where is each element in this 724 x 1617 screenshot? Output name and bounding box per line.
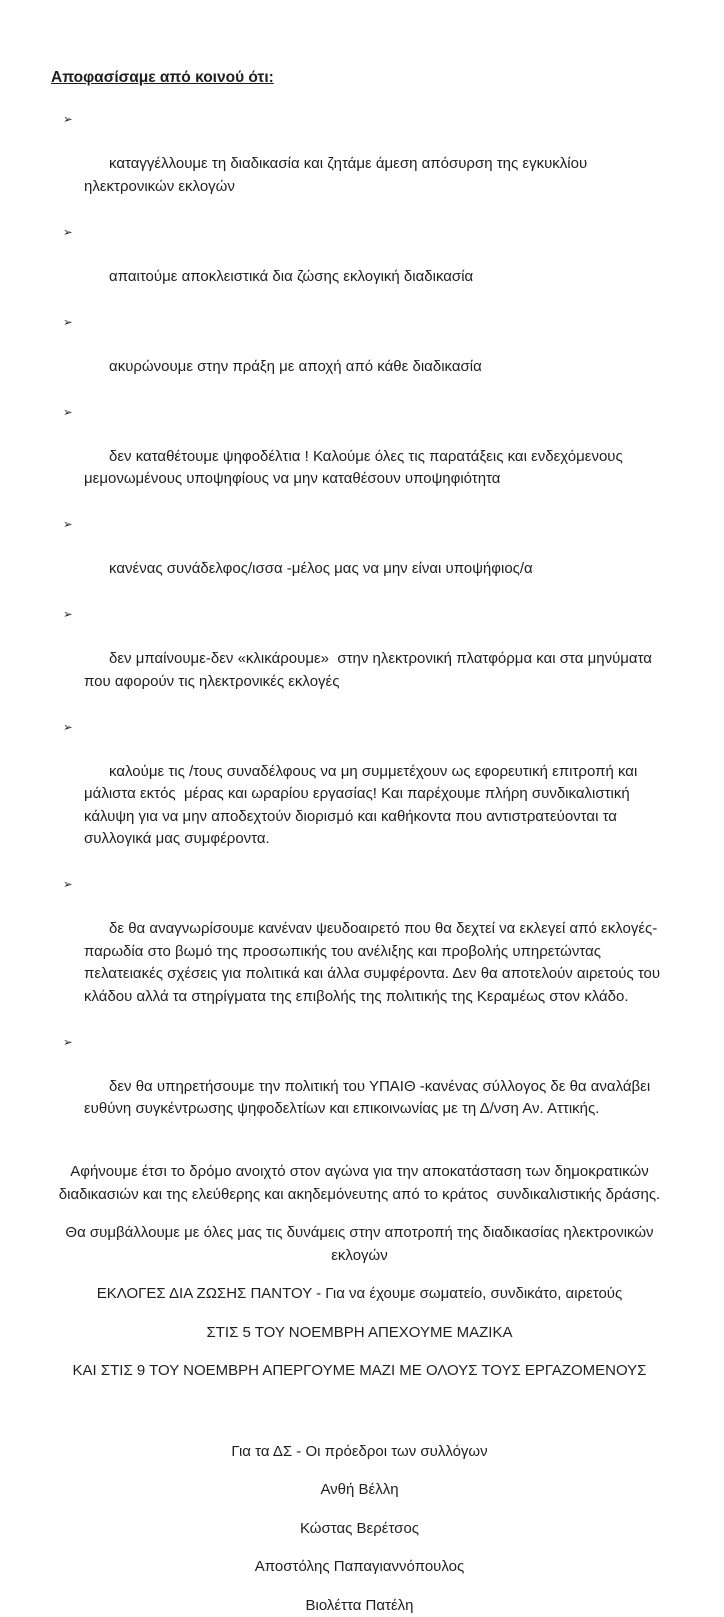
list-item-text: καλούμε τις /τους συναδέλφους να μη συμμετέχουν ως εφορευτική επιτροπή και μάλιστα εκτός μέρας και ωραρίου εργασίας! Και παρέχουμε πλήρη συνδικαλιστική κάλυψη για να μην αποδεχτούν διορισμό και καθήκοντα που αντιστρατεύονται τα συλλογικά μας συμφέροντα. [84, 763, 641, 848]
slogan-line: ΣΤΙΣ 5 ΤΟΥ ΝΟΕΜΒΡΗ ΑΠΕΧΟΥΜΕ ΜΑΖΙΚΑ [51, 1322, 668, 1345]
decision-list [51, 108, 668, 1143]
spacer [51, 1383, 668, 1425]
list-item [51, 603, 668, 716]
list-item [51, 108, 668, 221]
signature-intro: Για τα ΔΣ - Οι πρόεδροι των συλλόγων [51, 1441, 668, 1464]
bullet-arrow-icon: ➢ [63, 1032, 73, 1055]
list-item-text: κανένας συνάδελφος/ισσα -μέλος μας να μην είναι υποψήφιος/α [109, 560, 533, 577]
slogan-line: ΚΑΙ ΣΤΙΣ 9 ΤΟΥ ΝΟΕΜΒΡΗ ΑΠΕΡΓΟΥΜΕ ΜΑΖΙ ΜΕ ΟΛΟΥΣ ΤΟΥΣ ΕΡΓΑΖΟΜΕΝΟΥΣ [51, 1360, 668, 1383]
list-item [51, 873, 668, 1031]
bullet-arrow-icon: ➢ [63, 514, 73, 537]
signature-name: Βιολέττα Πατέλη [51, 1595, 668, 1617]
list-item [51, 401, 668, 514]
list-item-text: δεν θα υπηρετήσουμε την πολιτική του ΥΠΑΙΘ -κανένας σύλλογος δε θα αναλάβει ευθύνη συγκέντρωσης ψηφοδελτίων και επικοινωνίας με τη Δ/νση Αν. Αττικής. [84, 1078, 654, 1118]
bullet-arrow-icon: ➢ [63, 312, 73, 335]
list-item-text: απαιτούμε αποκλειστικά δια ζώσης εκλογική διαδικασία [109, 268, 473, 285]
list-item-text: δε θα αναγνωρίσουμε κανέναν ψευδοαιρετό που θα δεχτεί να εκλεγεί από εκλογές-παρωδία στο βωμό της προσωπικής του ανέλιξης και προβολής υπηρετώντας πελατειακές σχέσεις για πολιτικά και άλλα συμφέροντα. Δεν θα αποτελούν αιρετούς του κλάδου αλλά τα στηρίγματα της επιβολής της πολιτικής της Κεραμέως στον κλάδο. [84, 920, 664, 1005]
list-item [51, 1031, 668, 1144]
closing-paragraph: Αφήνουμε έτσι το δρόμο ανοιχτό στον αγώνα για την αποκατάσταση των δημοκρατικών διαδικασιών και της ελεύθερης και ακηδεμόνευτης από το κράτος συνδικαλιστικής δράσης. [51, 1161, 668, 1206]
list-item [51, 311, 668, 401]
bullet-arrow-icon: ➢ [63, 109, 73, 132]
list-item [51, 716, 668, 874]
list-item-text: καταγγέλλουμε τη διαδικασία και ζητάμε άμεση απόσυρση της εγκυκλίου ηλεκτρονικών εκλογών [84, 155, 591, 195]
list-item-text: δεν μπαίνουμε-δεν «κλικάρουμε» στην ηλεκτρονική πλατφόρμα και στα μηνύματα που αφορούν τις ηλεκτρονικές εκλογές [84, 650, 656, 690]
signature-name: Κώστας Βερέτσος [51, 1518, 668, 1541]
list-item [51, 513, 668, 603]
bullet-arrow-icon: ➢ [63, 604, 73, 627]
list-item-text: ακυρώνουμε στην πράξη με αποχή από κάθε διαδικασία [109, 358, 482, 375]
list-item-text: δεν καταθέτουμε ψηφοδέλτια ! Καλούμε όλες τις παρατάξεις και ενδεχόμενους μεμονωμένους υποψηφίους να μην καταθέσουν υποψηφιότητα [84, 448, 627, 488]
bullet-arrow-icon: ➢ [63, 874, 73, 897]
document-heading: Αποφασίσαμε από κοινού ότι: [51, 67, 668, 88]
slogan-line: ΕΚΛΟΓΕΣ ΔΙΑ ΖΩΣΗΣ ΠΑΝΤΟΥ - Για να έχουμε σωματείο, συνδικάτο, αιρετούς [51, 1283, 668, 1306]
bullet-arrow-icon: ➢ [63, 717, 73, 740]
bullet-arrow-icon: ➢ [63, 222, 73, 245]
list-item [51, 221, 668, 311]
signature-name: Ανθή Βέλλη [51, 1479, 668, 1502]
signature-name: Αποστόλης Παπαγιαννόπουλος [51, 1556, 668, 1579]
bullet-arrow-icon: ➢ [63, 402, 73, 425]
closing-paragraph: Θα συμβάλλουμε με όλες μας τις δυνάμεις στην αποτροπή της διαδικασίας ηλεκτρονικών εκλογών [51, 1222, 668, 1267]
